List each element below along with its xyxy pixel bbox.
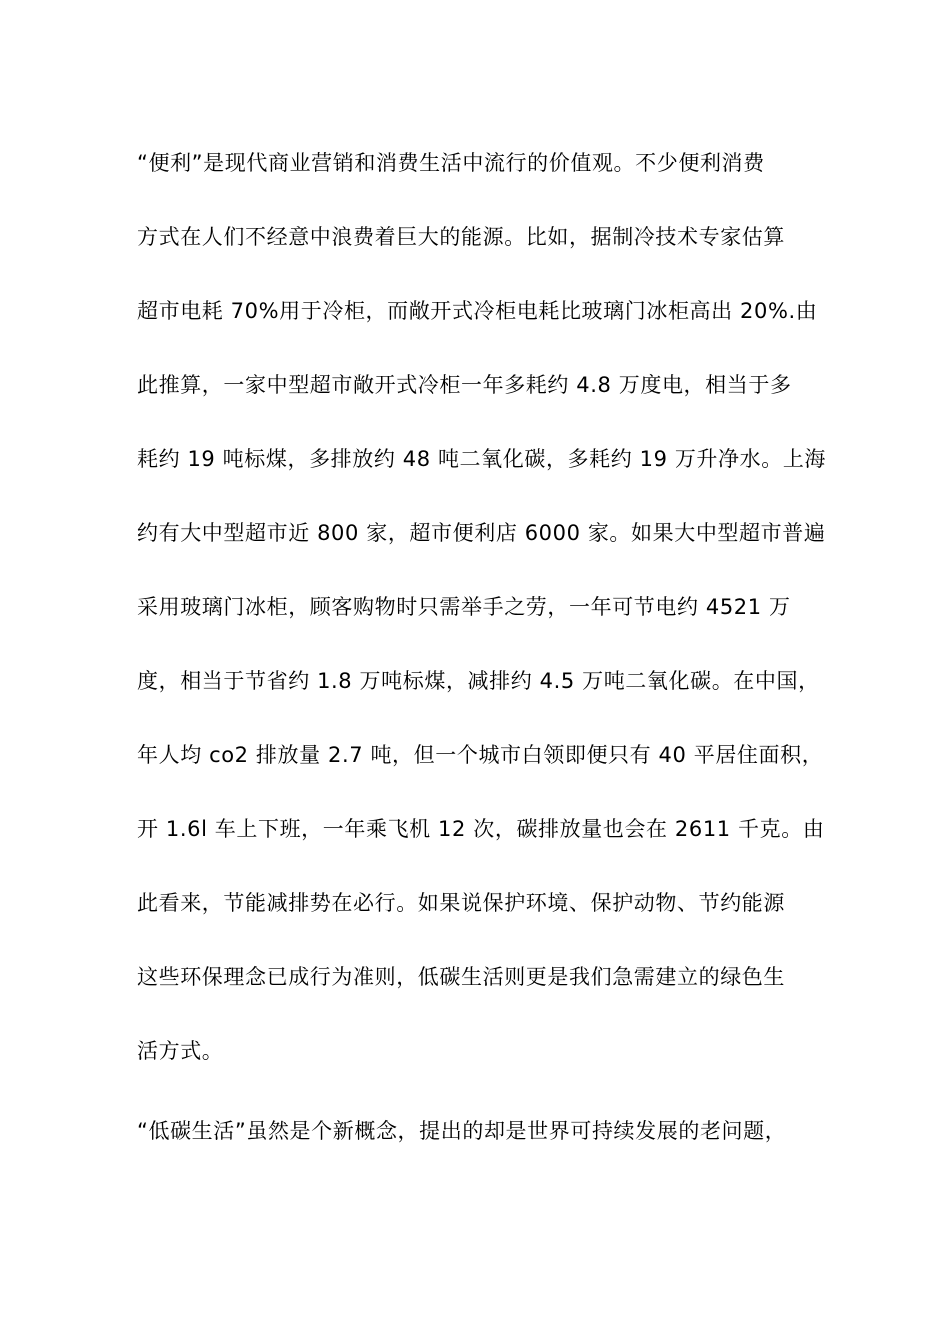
text-line: 超市电耗 70%用于冷柜，而敞开式冷柜电耗比玻璃门冰柜高出 20%.由: [137, 299, 818, 323]
text-line: 方式在人们不经意中浪费着巨大的能源。比如，据制冷技术专家估算: [137, 225, 785, 249]
text-line: 这些环保理念已成行为准则，低碳生活则更是我们急需建立的绿色生: [137, 965, 785, 989]
text-line: 耗约 19 吨标煤，多排放约 48 吨二氧化碳，多耗约 19 万升净水。上海: [137, 447, 827, 471]
text-line: “低碳生活”虽然是个新概念，提出的却是世界可持续发展的老问题，: [137, 1119, 787, 1143]
text-line: 采用玻璃门冰柜，顾客购物时只需举手之劳，一年可节电约 4521 万: [137, 595, 791, 619]
text-line: 此推算，一家中型超市敞开式冷柜一年多耗约 4.8 万度电，相当于多: [137, 373, 792, 397]
text-line: 活方式。: [137, 1039, 224, 1063]
text-line: 度，相当于节省约 1.8 万吨标煤，减排约 4.5 万吨二氧化碳。在中国，: [137, 669, 820, 693]
text-line: “便利”是现代商业营销和消费生活中流行的价值观。不少便利消费: [137, 151, 765, 175]
text-line: 此看来，节能减排势在必行。如果说保护环境、保护动物、节约能源: [137, 891, 785, 915]
text-line: 开 1.6l 车上下班，一年乘飞机 12 次，碳排放量也会在 2611 千克。由: [137, 817, 825, 841]
text-line: 年人均 co2 排放量 2.7 吨，但一个城市白领即便只有 40 平居住面积，: [137, 743, 824, 767]
text-line: 约有大中型超市近 800 家，超市便利店 6000 家。如果大中型超市普遍: [137, 521, 826, 545]
